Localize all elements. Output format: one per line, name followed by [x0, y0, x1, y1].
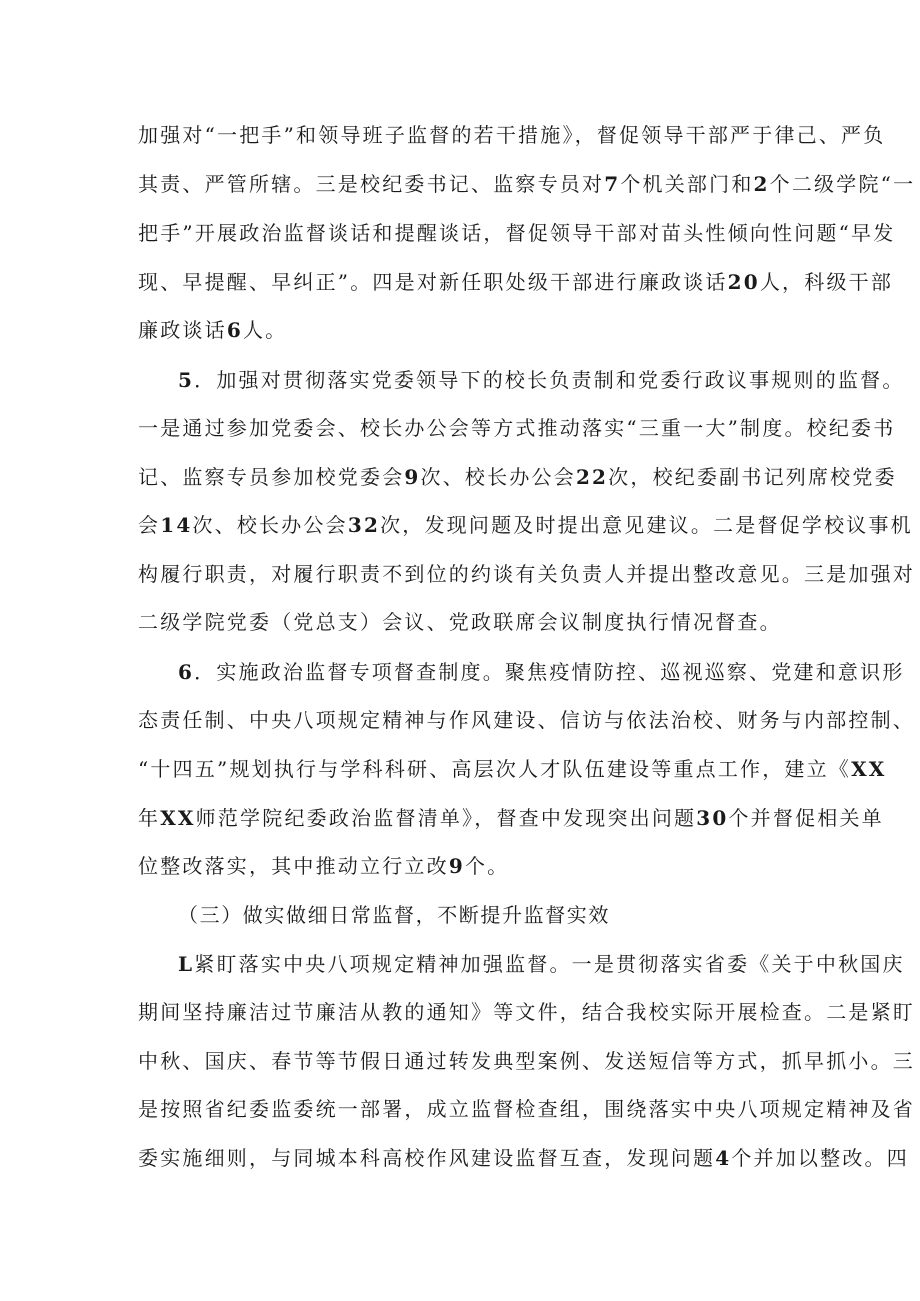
text-run: 廉政谈话 — [138, 318, 227, 342]
text-run: 加强对“一把手”和领导班子监督的若干措施》，督促领导干部严于律己、严负 — [138, 123, 886, 147]
paragraph-line — [138, 1095, 915, 1123]
paragraph-line — [138, 268, 894, 296]
text-run: （三）做实做细日常监督，不断提升监督实效 — [178, 903, 610, 927]
paragraph-line — [138, 121, 886, 149]
paragraph-line — [138, 1047, 915, 1075]
emphasized-number: 32 — [347, 513, 381, 537]
text-run: 个机关部门和 — [620, 172, 754, 196]
paragraph-line — [178, 950, 905, 978]
paragraph-line — [138, 998, 915, 1026]
text-run: 一是通过参加党委会、校长办公会等方式推动落实“三重一大”制度。校纪委书 — [138, 416, 896, 440]
paragraph-line — [138, 608, 788, 636]
emphasized-number: 14 — [160, 513, 193, 537]
text-run: 次、校长办公会 — [192, 513, 348, 537]
text-run: 紧盯落实中央八项规定精神加强监督。一是贯彻落实省委《关于中秋国庆 — [194, 952, 905, 976]
emphasized-number: 30 — [696, 806, 729, 830]
text-run: 中秋、国庆、春节等节假日通过转发典型案例、发送短信等方式，抓早抓小。三 — [138, 1049, 915, 1073]
text-run: 师范学院纪委政治监督清单》，督查中发现突出问题 — [195, 806, 697, 830]
paragraph-line — [138, 511, 913, 539]
paragraph-line — [178, 366, 905, 394]
text-run: 次，发现问题及时提出意见建议。二是督促学校议事机 — [380, 513, 913, 537]
text-run: 其责、严管所辖。三是校纪委书记、监察专员对 — [138, 172, 605, 196]
text-run: 期间坚持廉洁过节廉洁从教的通知》等文件，结合我校实际开展检查。二是紧盯 — [138, 1000, 915, 1024]
paragraph-line — [138, 755, 887, 783]
emphasized-number: 5 — [178, 368, 195, 392]
emphasized-number: 2 — [753, 172, 770, 196]
emphasized-number: 22 — [575, 465, 609, 489]
text-run: 次、校长办公会 — [420, 465, 576, 489]
emphasized-number: 6 — [226, 318, 243, 342]
text-run: 个并加以整改。四 — [731, 1146, 909, 1170]
emphasized-number: 20 — [727, 270, 760, 294]
text-run: 年 — [138, 806, 161, 830]
text-run: ．实施政治监督专项督查制度。聚焦疫情防控、巡视巡察、党建和意识形 — [194, 660, 905, 684]
paragraph-line — [138, 560, 915, 588]
emphasized-number: 4 — [715, 1146, 732, 1170]
text-run: “十四五”规划执行与学科科研、高层次人才队伍建设等重点工作，建立《 — [138, 757, 852, 781]
paragraph-line — [178, 658, 905, 686]
paragraph-line — [138, 852, 788, 880]
paragraph-line — [138, 1144, 909, 1172]
emphasized-number: XX — [851, 757, 887, 781]
emphasized-number: 6 — [178, 660, 195, 684]
text-run: 个。 — [464, 854, 510, 878]
paragraph-line — [138, 414, 896, 442]
text-run: 人，科级干部 — [759, 270, 894, 294]
text-run: 委实施细则，与同城本科高校作风建设监督互查，发现问题 — [138, 1146, 716, 1170]
text-run: 位整改落实，其中推动立行立改 — [138, 854, 449, 878]
text-run: 次，校纪委副书记列席校党委 — [608, 465, 897, 489]
text-run: 现、早提醒、早纠正”。四是对新任职处级干部进行廉政谈话 — [138, 270, 728, 294]
text-run: 记、监察专员参加校党委会 — [138, 465, 405, 489]
emphasized-number: XX — [160, 806, 196, 830]
emphasized-number: L — [178, 952, 195, 976]
text-run: 会 — [138, 513, 161, 537]
text-run: 是按照省纪委监委统一部署，成立监督检查组，围绕落实中央八项规定精神及省 — [138, 1097, 915, 1121]
paragraph-line — [138, 463, 897, 491]
text-run: ．加强对贯彻落实党委领导下的校长负责制和党委行政议事规则的监督。 — [194, 368, 905, 392]
section-heading — [178, 901, 828, 929]
paragraph-line — [138, 219, 896, 247]
emphasized-number: 7 — [604, 172, 621, 196]
text-run: 个并督促相关单 — [728, 806, 884, 830]
text-run: 二级学院党委（党总支）会议、党政联席会议制度执行情况督查。 — [138, 610, 782, 634]
paragraph-line — [138, 804, 884, 832]
paragraph-line — [138, 316, 788, 344]
emphasized-number: 9 — [448, 854, 465, 878]
text-run: 个二级学院“一 — [769, 172, 916, 196]
emphasized-number: 9 — [404, 465, 421, 489]
text-run: 态责任制、中央八项规定精神与作风建设、信访与依法治校、财务与内部控制、 — [138, 708, 915, 732]
text-run: 人。 — [242, 318, 288, 342]
paragraph-line — [138, 706, 915, 734]
text-run: 把手”开展政治监督谈话和提醒谈话，督促领导干部对苗头性倾向性问题“早发 — [138, 221, 896, 245]
text-run: 构履行职责，对履行职责不到位的约谈有关负责人并提出整改意见。三是加强对 — [138, 562, 915, 586]
paragraph-line — [138, 170, 916, 198]
